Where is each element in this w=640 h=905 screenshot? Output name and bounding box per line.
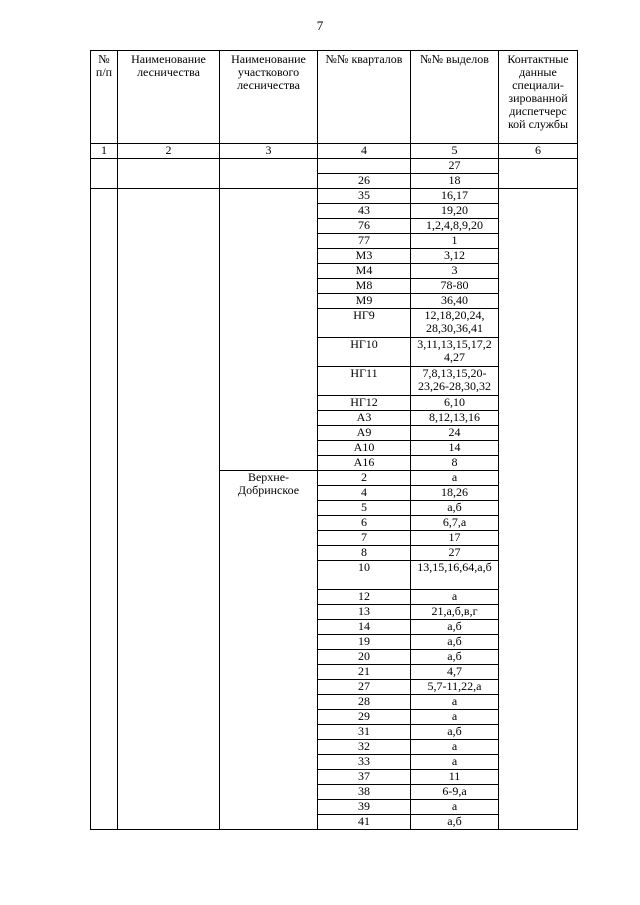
quarter-cell: 76 (318, 219, 411, 234)
number-cell (91, 159, 118, 189)
header-row (91, 51, 578, 144)
allotment-cell: 5,7-11,22,а (411, 680, 499, 695)
quarter-cell: 26 (318, 174, 411, 189)
allotment-cell: а,б (411, 725, 499, 740)
contact-cell (499, 189, 578, 830)
allotment-cell: 78-80 (411, 279, 499, 294)
allotment-cell: 3,11,13,15,17,2 4,27 (411, 338, 499, 367)
quarter-cell: 2 (318, 471, 411, 486)
allotment-cell: а,б (411, 635, 499, 650)
header-allotments: №№ выделов (411, 51, 499, 144)
quarter-cell: М3 (318, 249, 411, 264)
quarter-cell: 41 (318, 815, 411, 830)
quarter-cell: 4 (318, 486, 411, 501)
forestry-cell (118, 189, 220, 830)
forestry-cell (118, 159, 220, 189)
district-name-cell: Верхне-Добринское (220, 471, 318, 830)
quarter-cell: 7 (318, 531, 411, 546)
allotment-cell: 27 (411, 546, 499, 561)
quarter-cell: 10 (318, 561, 411, 590)
allotment-cell: а,б (411, 650, 499, 665)
allotment-cell: 21,а,б,в,г (411, 605, 499, 620)
allotment-cell: 18,26 (411, 486, 499, 501)
column-number: 5 (411, 144, 499, 159)
allotment-cell: 1 (411, 234, 499, 249)
quarter-cell: М8 (318, 279, 411, 294)
allotment-cell: 13,15,16,64,а,б (411, 561, 499, 590)
table-row (91, 159, 578, 174)
allotment-cell: 8 (411, 456, 499, 471)
allotment-cell: а (411, 710, 499, 725)
allotment-cell: 3 (411, 264, 499, 279)
allotment-cell: а (411, 755, 499, 770)
forest-quarters-table (90, 50, 578, 830)
allotment-cell: 14 (411, 441, 499, 456)
quarter-cell: 8 (318, 546, 411, 561)
quarter-cell: 31 (318, 725, 411, 740)
quarter-cell: 35 (318, 189, 411, 204)
quarter-cell: 37 (318, 770, 411, 785)
allotment-cell: 1,2,4,8,9,20 (411, 219, 499, 234)
header-forestry: Наименование лесничества (118, 51, 220, 144)
quarter-cell: А9 (318, 426, 411, 441)
column-number: 6 (499, 144, 578, 159)
allotment-cell: а,б (411, 815, 499, 830)
allotment-cell: 11 (411, 770, 499, 785)
allotment-cell: а (411, 740, 499, 755)
number-cell (91, 189, 118, 830)
allotment-cell: 6,10 (411, 396, 499, 411)
column-number: 3 (220, 144, 318, 159)
quarter-cell: 12 (318, 590, 411, 605)
column-number: 4 (318, 144, 411, 159)
quarter-cell: 5 (318, 501, 411, 516)
contact-cell (499, 159, 578, 189)
header-number: № п/п (91, 51, 118, 144)
quarter-cell: 77 (318, 234, 411, 249)
page-number: 7 (316, 18, 324, 33)
district-cell (220, 189, 318, 471)
quarter-cell (318, 159, 411, 174)
quarter-cell: НГ10 (318, 338, 411, 367)
quarter-cell: 6 (318, 516, 411, 531)
allotment-cell: 4,7 (411, 665, 499, 680)
quarter-cell: А10 (318, 441, 411, 456)
header-dispatch-contacts: Контактные данные специали-зированной диспетчерс кой службы (499, 51, 578, 144)
allotment-cell: а,б (411, 620, 499, 635)
allotment-cell: 8,12,13,16 (411, 411, 499, 426)
quarter-cell: А3 (318, 411, 411, 426)
quarter-cell: 43 (318, 204, 411, 219)
header-quarters: №№ кварталов (318, 51, 411, 144)
quarter-cell: А16 (318, 456, 411, 471)
allotment-cell: 36,40 (411, 294, 499, 309)
allotment-cell: 27 (411, 159, 499, 174)
quarter-cell: НГ11 (318, 367, 411, 396)
allotment-cell: 3,12 (411, 249, 499, 264)
quarter-cell: НГ9 (318, 309, 411, 338)
allotment-cell: а,б (411, 501, 499, 516)
allotment-cell: 17 (411, 531, 499, 546)
quarter-cell: 38 (318, 785, 411, 800)
quarter-cell: 33 (318, 755, 411, 770)
quarter-cell: М4 (318, 264, 411, 279)
allotment-cell: а (411, 471, 499, 486)
quarter-cell: 21 (318, 665, 411, 680)
column-number-row (91, 144, 578, 159)
header-district-forestry: Наименование участкового лесничества (220, 51, 318, 144)
allotment-cell: 12,18,20,24, 28,30,36,41 (411, 309, 499, 338)
quarter-cell: 14 (318, 620, 411, 635)
allotment-cell: а (411, 590, 499, 605)
column-number: 2 (118, 144, 220, 159)
table-row (91, 189, 578, 204)
allotment-cell: 18 (411, 174, 499, 189)
quarter-cell: М9 (318, 294, 411, 309)
allotment-cell: 16,17 (411, 189, 499, 204)
quarter-cell: 28 (318, 695, 411, 710)
quarter-cell: 13 (318, 605, 411, 620)
allotment-cell: 6-9,а (411, 785, 499, 800)
quarter-cell: 39 (318, 800, 411, 815)
allotment-cell: 24 (411, 426, 499, 441)
column-number: 1 (91, 144, 118, 159)
quarter-cell: 32 (318, 740, 411, 755)
allotment-cell: а (411, 695, 499, 710)
allotment-cell: а (411, 800, 499, 815)
allotment-cell: 19,20 (411, 204, 499, 219)
district-cell (220, 159, 318, 189)
allotment-cell: 7,8,13,15,20-23,26-28,30,32 (411, 367, 499, 396)
quarter-cell: 20 (318, 650, 411, 665)
quarter-cell: 27 (318, 680, 411, 695)
quarter-cell: НГ12 (318, 396, 411, 411)
allotment-cell: 6,7,а (411, 516, 499, 531)
quarter-cell: 19 (318, 635, 411, 650)
quarter-cell: 29 (318, 710, 411, 725)
